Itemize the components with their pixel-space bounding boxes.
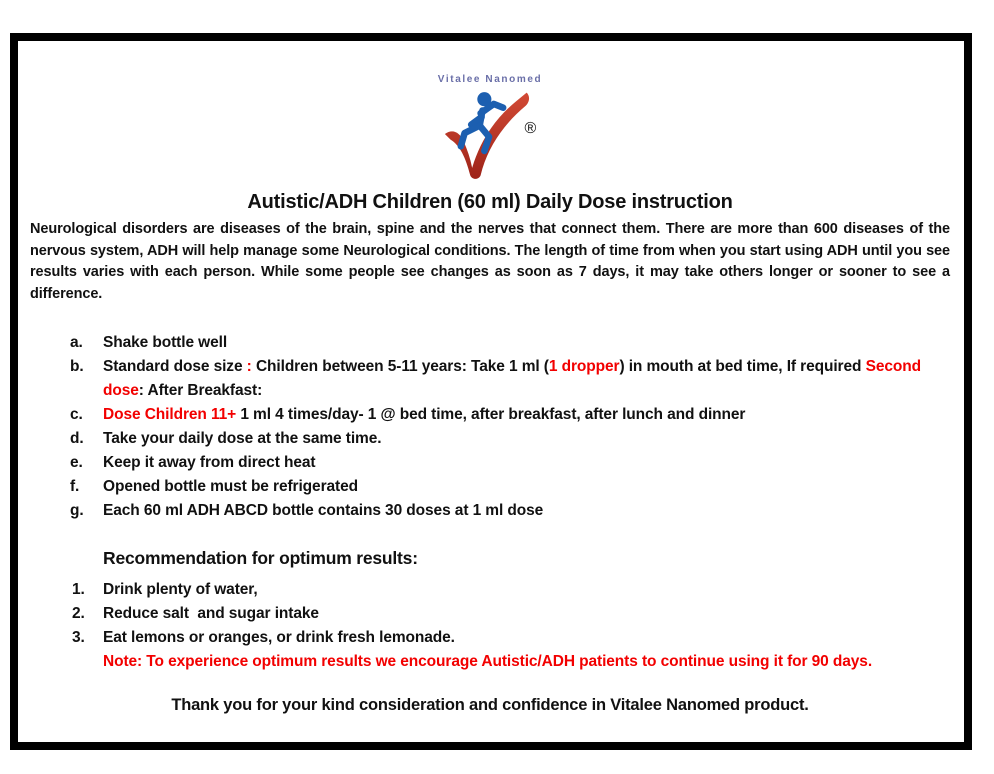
instruction-item-c: [30, 403, 950, 427]
recommendation-item-2: [30, 602, 950, 626]
recommendation-item-3: [30, 626, 950, 650]
text-segment: ) in mouth at bed time, If required: [619, 358, 866, 375]
instruction-item-g: [30, 499, 950, 523]
instruction-text: Keep it away from direct heat: [103, 454, 316, 471]
recommendation-text: Reduce salt and sugar intake: [103, 605, 319, 622]
text-segment: : After Breakfast:: [138, 382, 263, 399]
recommendation-text: Eat lemons or oranges, or drink fresh lemonade.: [103, 629, 455, 646]
list-marker: a.: [70, 334, 83, 351]
list-marker: d.: [70, 430, 84, 447]
recommendation-item-1: [30, 578, 950, 602]
registered-mark: ®: [524, 120, 537, 138]
text-segment-red: Second dose: [103, 358, 926, 399]
vitalee-logo-icon: [431, 87, 549, 181]
list-marker: b.: [70, 358, 84, 375]
recommendation-text: Drink plenty of water,: [103, 581, 258, 598]
text-segment-red: 1 dropper: [548, 358, 620, 375]
instruction-text: Shake bottle well: [103, 334, 228, 351]
sheet-content: [18, 41, 964, 715]
instruction-text: Opened bottle must be refrigerated: [103, 478, 358, 495]
instruction-text: Take your daily dose at the same time.: [103, 430, 382, 447]
instruction-text: [103, 355, 950, 403]
list-marker: 2.: [72, 605, 85, 622]
recommendation-heading: Recommendation for optimum results:: [103, 548, 418, 568]
instruction-item-a: [30, 331, 950, 355]
text-segment: Standard dose size: [103, 358, 247, 375]
instruction-sheet: [10, 33, 972, 750]
text-segment: Children between 5-11 years: Take 1 ml (: [251, 358, 549, 375]
page-title: Autistic/ADH Children (60 ml) Daily Dose instruction: [247, 191, 733, 213]
text-segment: 1 ml 4 times/day- 1 @ bed time, after breakfast, after lunch and dinner: [236, 406, 746, 423]
brand-name: Vitalee Nanomed: [437, 74, 543, 85]
instruction-item-d: [30, 427, 950, 451]
instruction-text: Each 60 ml ADH ABCD bottle contains 30 doses at 1 ml dose: [103, 502, 544, 519]
text-segment-red: Dose Children 11+: [103, 406, 237, 423]
instruction-text: [103, 403, 950, 427]
logo: [30, 75, 950, 185]
list-marker: e.: [70, 454, 83, 471]
recommendation-list: [30, 578, 950, 650]
list-marker: f.: [70, 478, 80, 495]
note-text: Note: To experience optimum results we encourage Autistic/ADH patients to continue using it for 90 days.: [103, 653, 873, 670]
list-marker: 3.: [72, 629, 85, 646]
instruction-list: [30, 331, 950, 523]
text-segment-red: :: [246, 358, 252, 375]
intro-paragraph: Neurological disorders are diseases of the brain, spine and the nerves that connect them. There are more than 600 diseases of the nervous system, ADH will help manage some Neurological conditions. The length of time from when you start using ADH until you see results varies with each person. While some people see changes as soon as 7 days, it may take others longer or sooner to see a difference.: [30, 221, 950, 302]
instruction-item-e: [30, 451, 950, 475]
closing-text: Thank you for your kind consideration and confidence in Vitalee Nanomed product.: [171, 695, 809, 714]
list-marker: g.: [70, 502, 84, 519]
list-marker: 1.: [72, 581, 85, 598]
instruction-item-b: [30, 355, 950, 403]
instruction-item-f: [30, 475, 950, 499]
list-marker: c.: [70, 406, 83, 423]
